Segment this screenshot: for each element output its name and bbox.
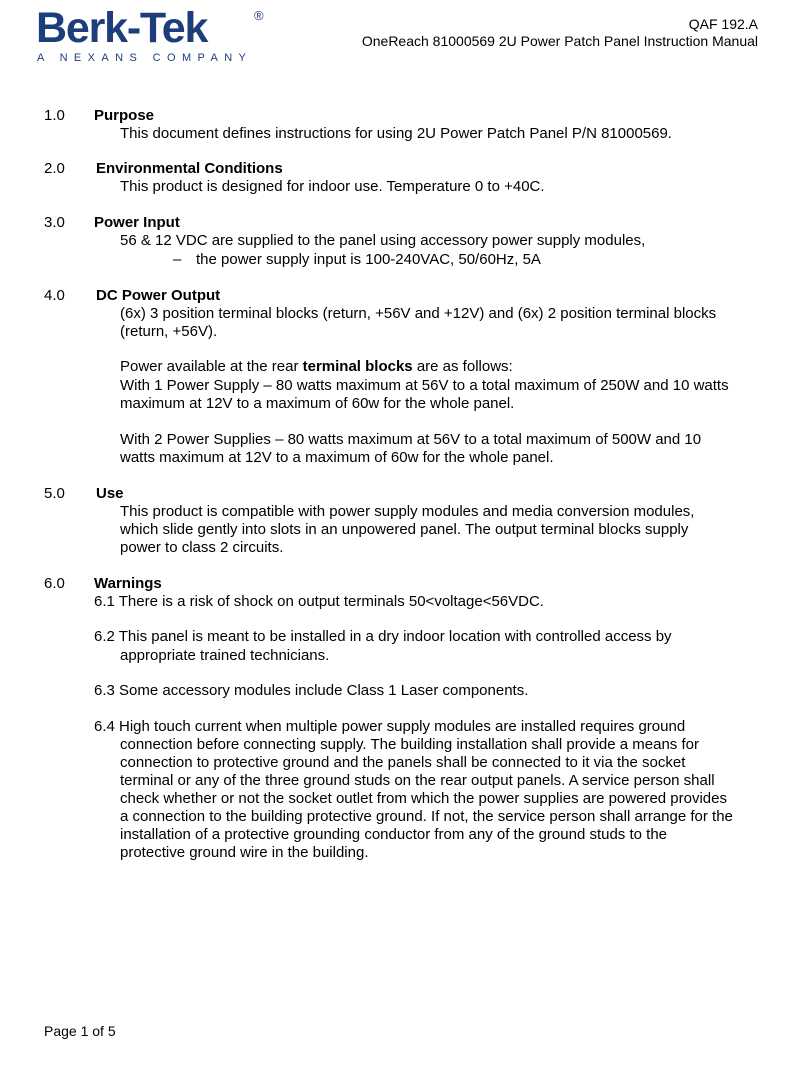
registered-mark: ® [254, 8, 264, 23]
section-number: 1.0 [44, 107, 65, 124]
logo-wordmark: Berk-Tek [36, 4, 208, 52]
warning-item-line: terminal or any of the three ground studs on the rear output panels. A service person shall [120, 772, 715, 789]
warning-item-line: connection before connecting supply. The building installation shall provide a means for [120, 736, 699, 753]
warning-item-line: check whether or not the socket outlet from which the power supplies are powered provides [120, 790, 727, 807]
company-logo [36, 6, 272, 62]
body-text-line: This product is compatible with power supply modules and media conversion modules, [120, 503, 695, 520]
body-text-line: With 1 Power Supply – 80 watts maximum at 56V to a total maximum of 250W and 10 watts [120, 377, 729, 394]
body-text-fragment: are as follows: [412, 358, 513, 375]
body-text-line: which slide gently into slots in an unpowered panel. The output terminal blocks supply [120, 521, 689, 538]
document-code: QAF 192.A [688, 16, 758, 32]
body-text-line: This document defines instructions for using 2U Power Patch Panel P/N 81000569. [120, 125, 672, 142]
body-text-line: watts maximum at 12V to a maximum of 60w for the whole panel. [120, 449, 554, 466]
body-text-line: (return, +56V). [120, 323, 218, 340]
section-number: 3.0 [44, 214, 65, 231]
body-text-line: maximum at 12V to a maximum of 60w for the whole panel. [120, 395, 515, 412]
body-text-line [120, 357, 513, 376]
section-heading: Warnings [94, 575, 162, 592]
section-number: 4.0 [44, 287, 65, 304]
bold-term: terminal blocks [302, 358, 413, 375]
section-heading: Use [96, 485, 124, 502]
body-text-fragment: Power available at the rear [120, 358, 303, 375]
body-text-line: (6x) 3 position terminal blocks (return, +56V and +12V) and (6x) 2 position terminal blocks [120, 305, 717, 322]
section-heading: DC Power Output [96, 287, 221, 304]
body-text-line: This product is designed for indoor use. Temperature 0 to +40C. [120, 178, 545, 195]
warning-item-line: 6.2 This panel is meant to be installed in a dry indoor location with controlled access by [94, 628, 672, 645]
section-number: 2.0 [44, 160, 65, 177]
warning-item-line: 6.4 High touch current when multiple power supply modules are installed requires ground [94, 718, 686, 735]
warning-item-line: connection to protective ground and the panels shall be connected to it via the socket [120, 754, 686, 771]
page-number: Page 1 of 5 [44, 1023, 116, 1039]
warning-item-line: 6.1 There is a risk of shock on output terminals 50<voltage<56VDC. [94, 593, 544, 610]
warning-item-line: a connection to the building protective ground. If not, the service person shall arrange for the [120, 808, 733, 825]
section-number: 6.0 [44, 575, 65, 592]
body-text-line: 56 & 12 VDC are supplied to the panel using accessory power supply modules, [120, 232, 646, 249]
document-title: OneReach 81000569 2U Power Patch Panel Instruction Manual [361, 33, 758, 49]
bullet-text-line: the power supply input is 100-240VAC, 50/60Hz, 5A [196, 251, 541, 268]
section-number: 5.0 [44, 485, 65, 502]
warning-item-line: appropriate trained technicians. [120, 647, 330, 664]
warning-item-line: 6.3 Some accessory modules include Class 1 Laser components. [94, 682, 529, 699]
body-text-line: With 2 Power Supplies – 80 watts maximum at 56V to a total maximum of 500W and 10 [120, 431, 702, 448]
body-text-line: power to class 2 circuits. [120, 539, 284, 556]
section-heading: Environmental Conditions [96, 160, 283, 177]
warning-item-line: installation of a protective grounding conductor from any of the ground studs to the [120, 826, 668, 843]
logo-tagline: A NEXANS COMPANY [37, 52, 253, 64]
warning-item-line: protective ground wire in the building. [120, 844, 369, 861]
section-heading: Purpose [94, 107, 155, 124]
section-heading: Power Input [94, 214, 180, 231]
dash-bullet: – [173, 251, 182, 268]
